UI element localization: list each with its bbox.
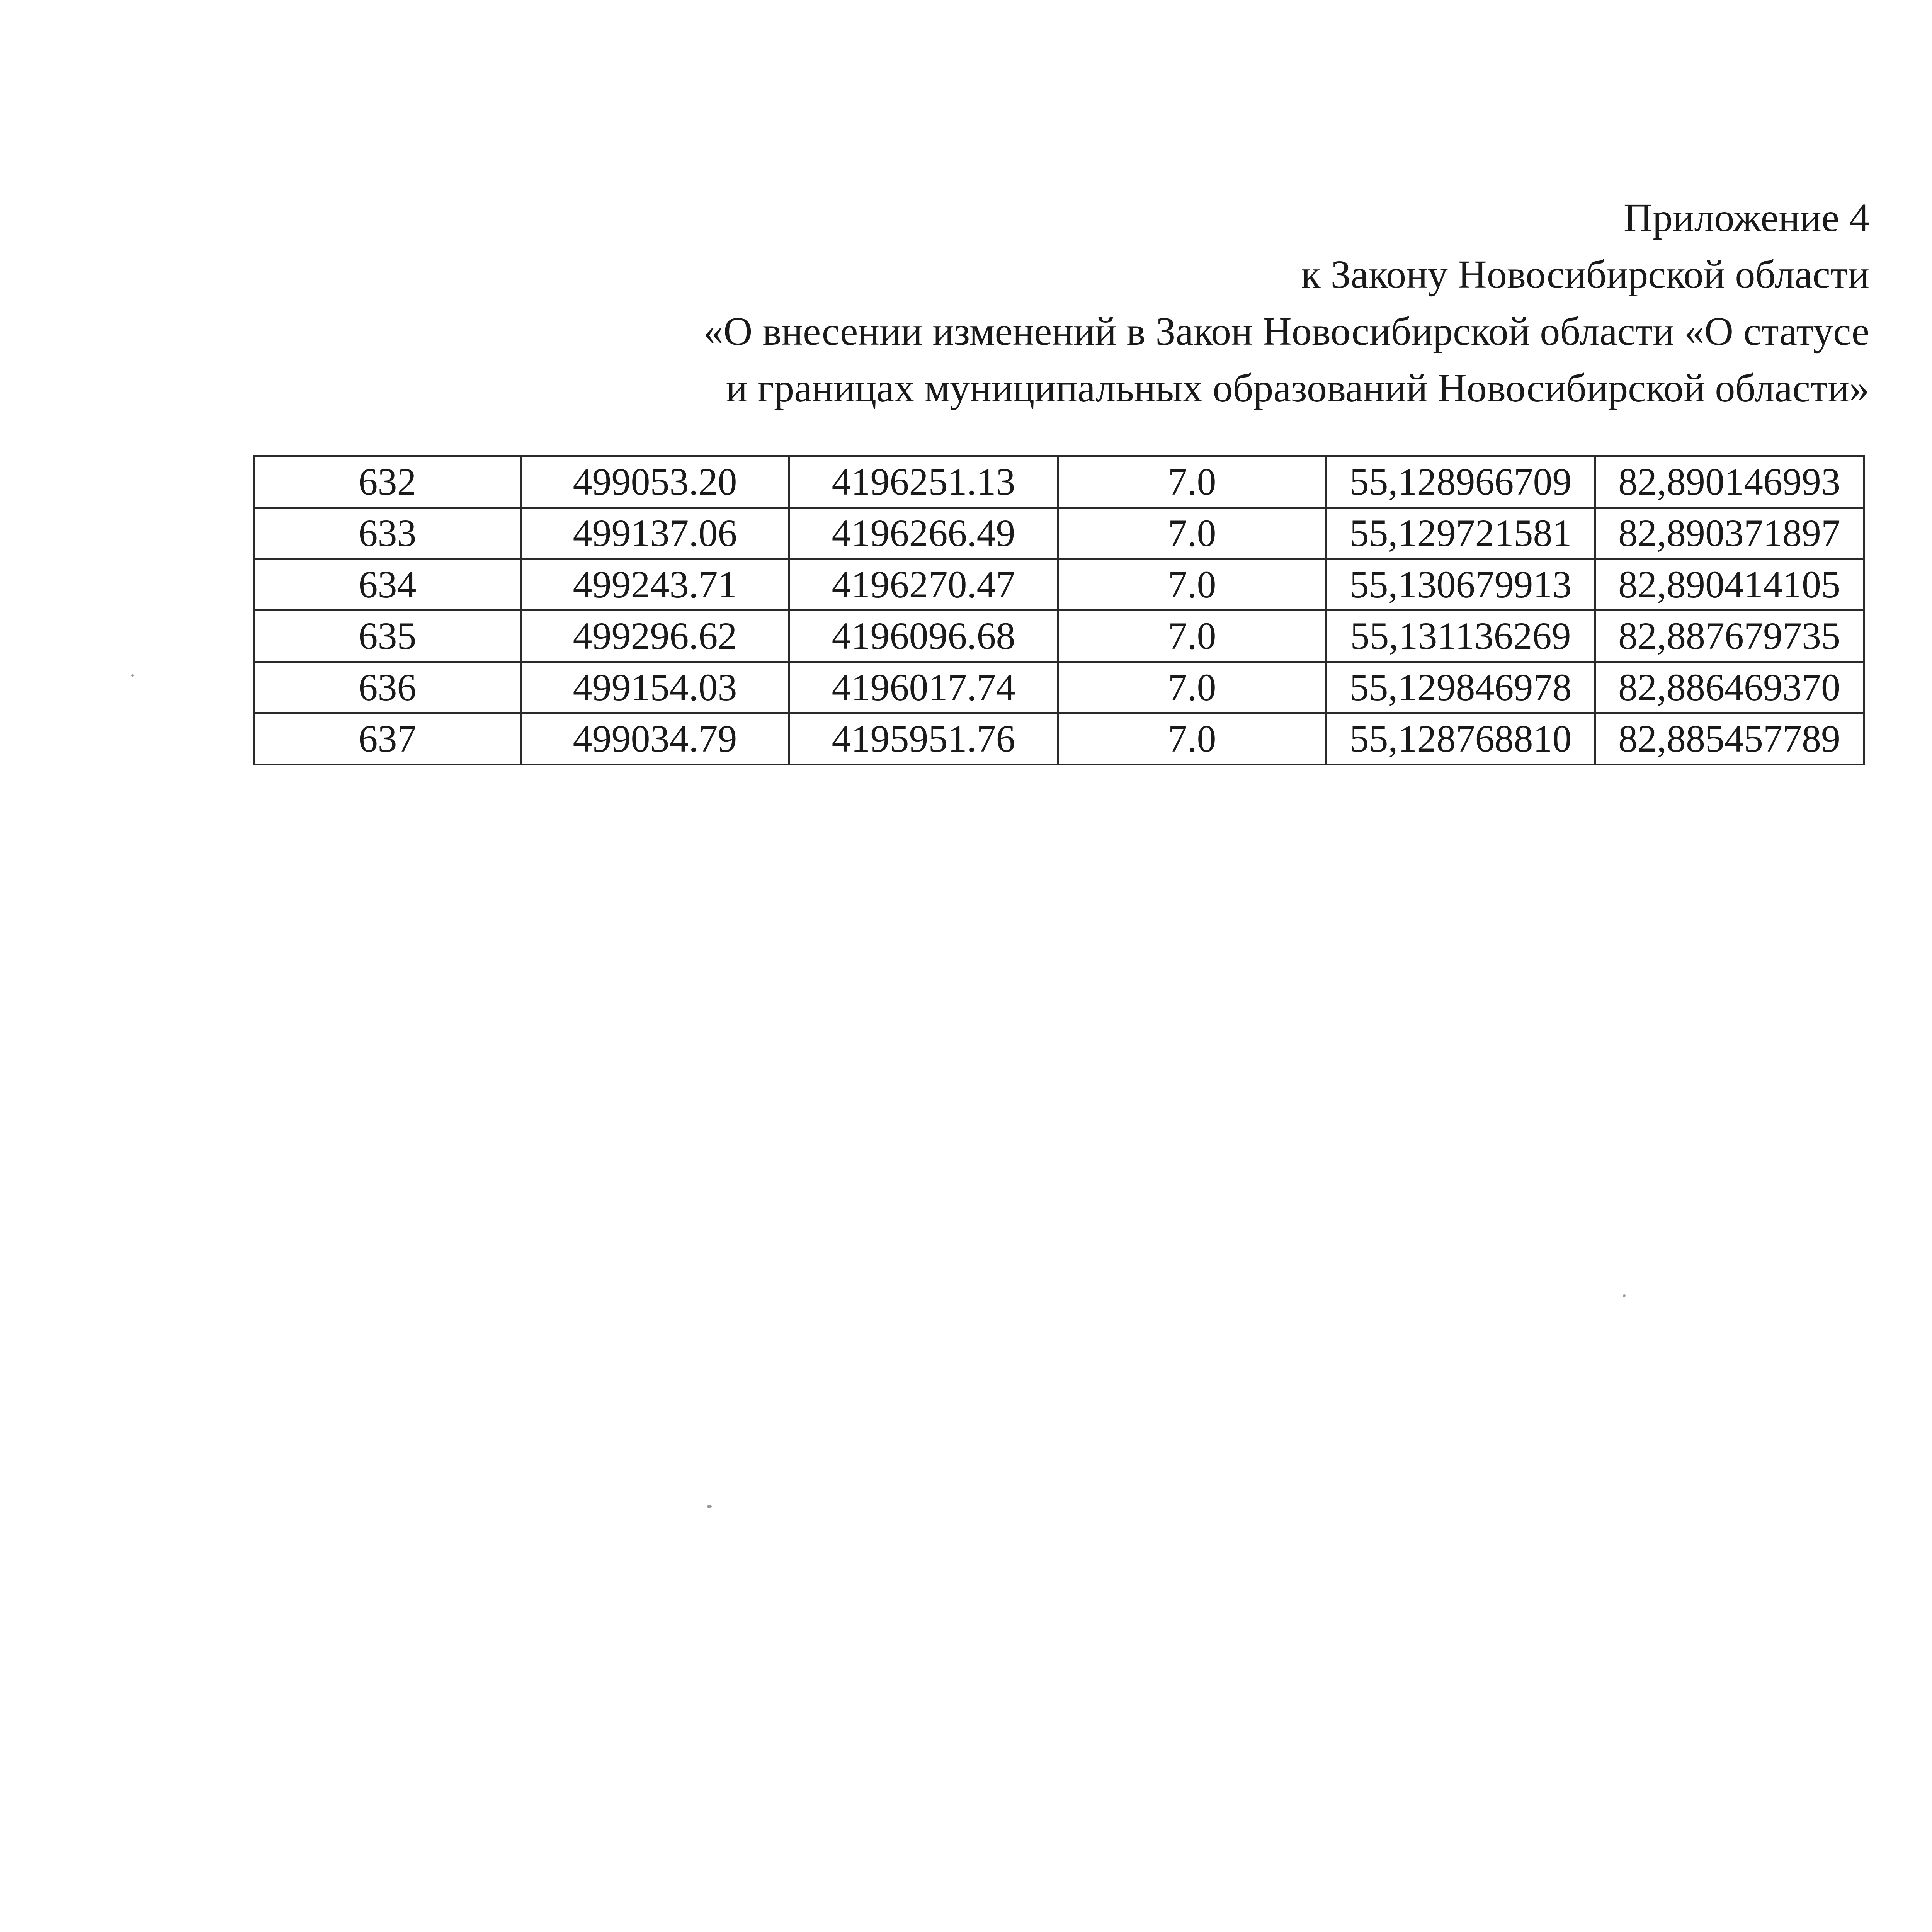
scan-speck <box>131 674 134 677</box>
scan-speck <box>707 1505 712 1508</box>
x-coordinate-cell: 499154.03 <box>521 662 789 713</box>
point-number-cell: 633 <box>254 508 521 559</box>
coordinates-table <box>253 455 1865 765</box>
longitude-cell: 82,887679735 <box>1595 611 1864 662</box>
longitude-cell: 82,890414105 <box>1595 559 1864 611</box>
accuracy-cell: 7.0 <box>1058 713 1327 765</box>
y-coordinate-cell: 4196266.49 <box>789 508 1058 559</box>
x-coordinate-cell: 499034.79 <box>521 713 789 765</box>
table-row <box>254 456 1864 508</box>
longitude-cell: 82,885457789 <box>1595 713 1864 765</box>
point-number-cell: 634 <box>254 559 521 611</box>
appendix-header <box>703 189 1869 417</box>
table-row <box>254 508 1864 559</box>
table-row <box>254 713 1864 765</box>
x-coordinate-cell: 499137.06 <box>521 508 789 559</box>
accuracy-cell: 7.0 <box>1058 611 1327 662</box>
x-coordinate-cell: 499296.62 <box>521 611 789 662</box>
y-coordinate-cell: 4196096.68 <box>789 611 1058 662</box>
y-coordinate-cell: 4196270.47 <box>789 559 1058 611</box>
latitude-cell: 55,128966709 <box>1327 456 1595 508</box>
longitude-cell: 82,890371897 <box>1595 508 1864 559</box>
accuracy-cell: 7.0 <box>1058 662 1327 713</box>
y-coordinate-cell: 4196017.74 <box>789 662 1058 713</box>
accuracy-cell: 7.0 <box>1058 559 1327 611</box>
appendix-title: Приложение 4 <box>1623 196 1869 240</box>
point-number-cell: 635 <box>254 611 521 662</box>
x-coordinate-cell: 499243.71 <box>521 559 789 611</box>
longitude-cell: 82,890146993 <box>1595 456 1864 508</box>
table-row <box>254 559 1864 611</box>
longitude-cell: 82,886469370 <box>1595 662 1864 713</box>
x-coordinate-cell: 499053.20 <box>521 456 789 508</box>
accuracy-cell: 7.0 <box>1058 508 1327 559</box>
y-coordinate-cell: 4195951.76 <box>789 713 1058 765</box>
accuracy-cell: 7.0 <box>1058 456 1327 508</box>
table-row <box>254 611 1864 662</box>
latitude-cell: 55,130679913 <box>1327 559 1595 611</box>
law-title-line-1: «О внесении изменений в Закон Новосибирской области «О статусе <box>703 309 1869 354</box>
scan-speck <box>1623 1294 1626 1297</box>
y-coordinate-cell: 4196251.13 <box>789 456 1058 508</box>
latitude-cell: 55,131136269 <box>1327 611 1595 662</box>
latitude-cell: 55,128768810 <box>1327 713 1595 765</box>
latitude-cell: 55,129721581 <box>1327 508 1595 559</box>
latitude-cell: 55,129846978 <box>1327 662 1595 713</box>
table-row <box>254 662 1864 713</box>
point-number-cell: 636 <box>254 662 521 713</box>
law-reference: к Закону Новосибирской области <box>1301 252 1869 297</box>
law-title-line-2: и границах муниципальных образований Новосибирской области» <box>726 366 1869 410</box>
point-number-cell: 637 <box>254 713 521 765</box>
point-number-cell: 632 <box>254 456 521 508</box>
